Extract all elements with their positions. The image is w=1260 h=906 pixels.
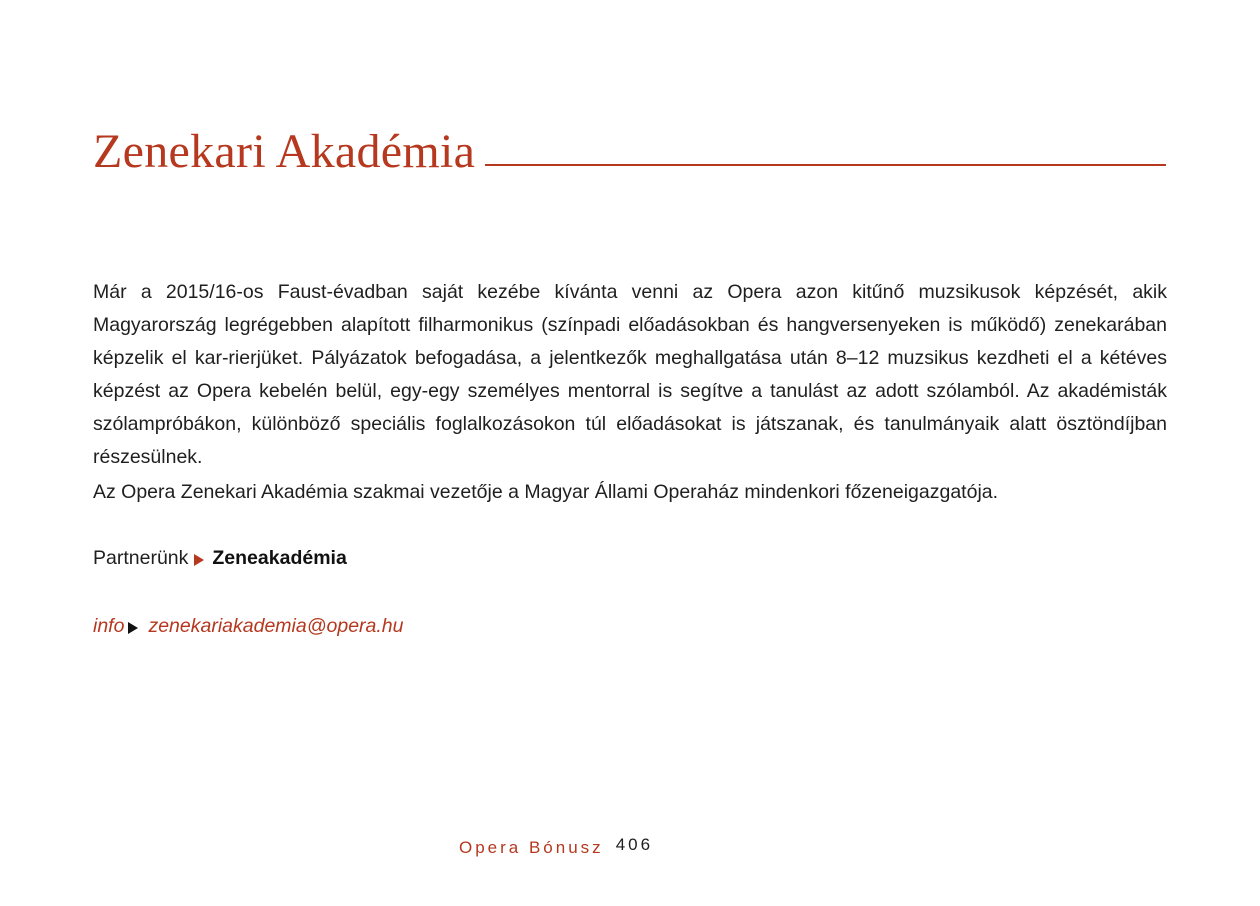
triangle-right-icon [194,554,204,566]
footer [459,834,653,862]
partner-link[interactable]: Zeneakadémia [212,547,347,569]
info-row [93,610,404,643]
director-paragraph: Az Opera Zenekari Akadémia szakmai vezetője a Magyar Állami Operaház mindenkori főzeneigazgatója. [93,481,999,503]
info-label: info [93,615,125,637]
partner-label: Partnerünk [93,547,189,569]
triangle-right-icon [128,622,138,634]
partner-row [93,542,347,575]
title-row [93,118,1166,178]
intro-paragraph: Már a 2015/16-os Faust-évadban saját kezébe kívánta venni az Opera azon kitűnő muzsikusok képzését, akik Magyarország legrégebben alapított filharmonikus (színpadi előadásokban és hangversenyeken is működő) zenekarában képzelik el kar-rierjüket. Pályázatok befogadása, a jelentkezők meghallgatása után 8–12 muzsikus kezdheti el a kétéves képzést az Opera kebelén belül, egy-egy személyes mentorral is segítve a tanulást az adott szólamból. Az akadémisták szólampróbákon, különböző speciális foglalkozásokon túl előadásokat is játszanak, és tanulmányaik alatt ösztöndíjban részesülnek. [93,281,1167,468]
title-rule [485,164,1166,166]
page-title: Zenekari Akadémia [93,125,476,178]
footer-label: Opera Bónusz [459,838,604,857]
page-number: 406 [615,835,654,854]
email-link[interactable]: zenekariakademia@opera.hu [148,615,404,637]
